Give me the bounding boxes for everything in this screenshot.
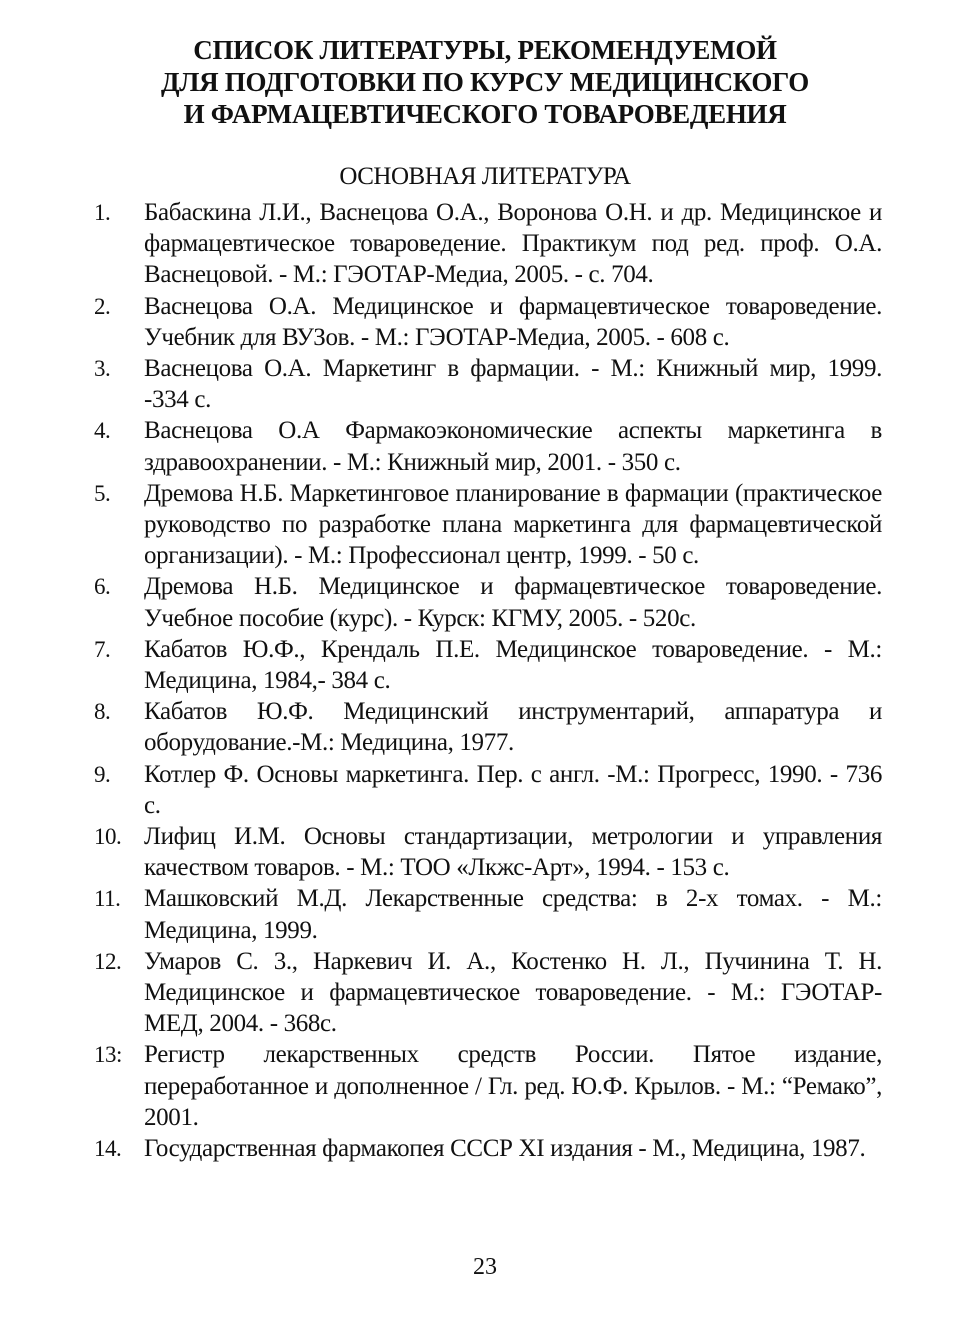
reference-item-3 <box>92 353 882 415</box>
reference-item-9 <box>92 759 882 821</box>
reference-item-4 <box>92 415 882 477</box>
reference-number: 6. <box>94 574 111 600</box>
reference-text: Умаров С. 3., Наркевич И. А., Костенко Н. Л., Пучинина Т. Н. Медицинское и фармацевтическое товароведение. - М.: ГЭОТАР-МЕД, 2004. - 368с. <box>144 947 882 1038</box>
reference-number: 11. <box>94 886 121 912</box>
reference-number: 13: <box>94 1042 122 1068</box>
reference-item-10 <box>92 821 882 883</box>
reference-item-13 <box>92 1039 882 1133</box>
reference-text: Котлер Ф. Основы маркетинга. Пер. с англ. -М.: Прогресс, 1990. - 736 с. <box>144 760 882 819</box>
reference-text: Государственная фармакопея СССР XI издания - М., Медицина, 1987. <box>144 1135 866 1163</box>
section-heading: ОСНОВНАЯ ЛИТЕРАТУРА <box>339 163 631 190</box>
reference-text: Кабатов Ю.Ф. Медицинский инструментарий, аппаратура и оборудование.-М.: Медицина, 1977. <box>144 698 882 757</box>
reference-number: 5. <box>94 480 111 506</box>
reference-number: 2. <box>94 293 111 319</box>
reference-text: Лифиц И.М. Основы стандартизации, метрологии и управления качеством товаров. - М.: ТОО «Лкжс-Арт», 1994. - 153 с. <box>144 823 882 882</box>
page-number: 23 <box>473 1254 497 1280</box>
title-line-3: И ФАРМАЦЕВТИЧЕСКОГО ТОВАРОВЕДЕНИЯ <box>183 99 787 129</box>
title-line-2: ДЛЯ ПОДГОТОВКИ ПО КУРСУ МЕДИЦИНСКОГО <box>161 67 809 97</box>
reference-item-14 <box>92 1133 882 1164</box>
reference-number: 8. <box>94 699 111 725</box>
reference-number: 1. <box>94 200 111 225</box>
reference-text: Васнецова О.А Фармакоэкономические аспекты маркетинга в здравоохранении. - М.: Книжный мир, 2001. - 350 с. <box>144 417 882 476</box>
reference-text: Кабатов Ю.Ф., Крендаль П.Е. Медицинское товароведение. - М.: Медицина, 1984,- 384 с. <box>144 635 882 695</box>
reference-number: 12. <box>94 948 122 974</box>
reference-item-1 <box>92 197 882 291</box>
title-line-1: СПИСОК ЛИТЕРАТУРЫ, РЕКОМЕНДУЕМОЙ <box>193 35 777 65</box>
reference-text: Бабаскина Л.И., Васнецова О.А., Воронова О.Н. и др. Медицинское и фармацевтическое товароведение. Практикум под ред. проф. О.А. Васнецовой. - М.: ГЭОТАР-Медиа, 2005. - с. 704. <box>144 199 882 289</box>
reference-number: 9. <box>94 761 111 787</box>
reference-text: Дремова Н.Б. Медицинское и фармацевтическое товароведение. Учебное пособие (курс). - Курск: КГМУ, 2005. - 520с. <box>144 573 882 632</box>
reference-text: Васнецова О.А. Маркетинг в фармации. - М.: Книжный мир, 1999. -334 с. <box>144 355 882 414</box>
reference-text: Машковский М.Д. Лекарственные средства: в 2-х томах. - М.: Медицина, 1999. <box>144 885 882 944</box>
reference-list <box>92 197 882 1164</box>
reference-item-12 <box>92 946 882 1040</box>
reference-item-5 <box>92 478 882 572</box>
reference-number: 7. <box>94 636 111 662</box>
reference-text: Дремова Н.Б. Маркетинговое планирование в фармации (практическое руководство по разработке плана маркетинга для фармацевтической организации). - М.: Профессионал центр, 1999. - 50 с. <box>144 479 882 570</box>
reference-item-8 <box>92 696 882 758</box>
reference-number: 4. <box>94 418 111 444</box>
reference-item-6 <box>92 571 882 633</box>
reference-number: 14. <box>94 1136 122 1162</box>
reference-item-7 <box>92 634 882 696</box>
reference-item-11 <box>92 883 882 945</box>
reference-text: Васнецова О.А. Медицинское и фармацевтическое товароведение. Учебник для ВУЗов. - М.: ГЭОТАР-Медиа, 2005. - 608 с. <box>144 292 882 351</box>
reference-number: 3. <box>94 356 111 382</box>
page-title <box>0 34 970 130</box>
reference-number: 10. <box>94 824 122 850</box>
reference-text: Регистр лекарственных средств России. Пятое издание, переработанное и дополненное / Гл. ред. Ю.Ф. Крылов. - М.: “Ремако”, 2001. <box>144 1041 882 1131</box>
reference-item-2 <box>92 291 882 353</box>
